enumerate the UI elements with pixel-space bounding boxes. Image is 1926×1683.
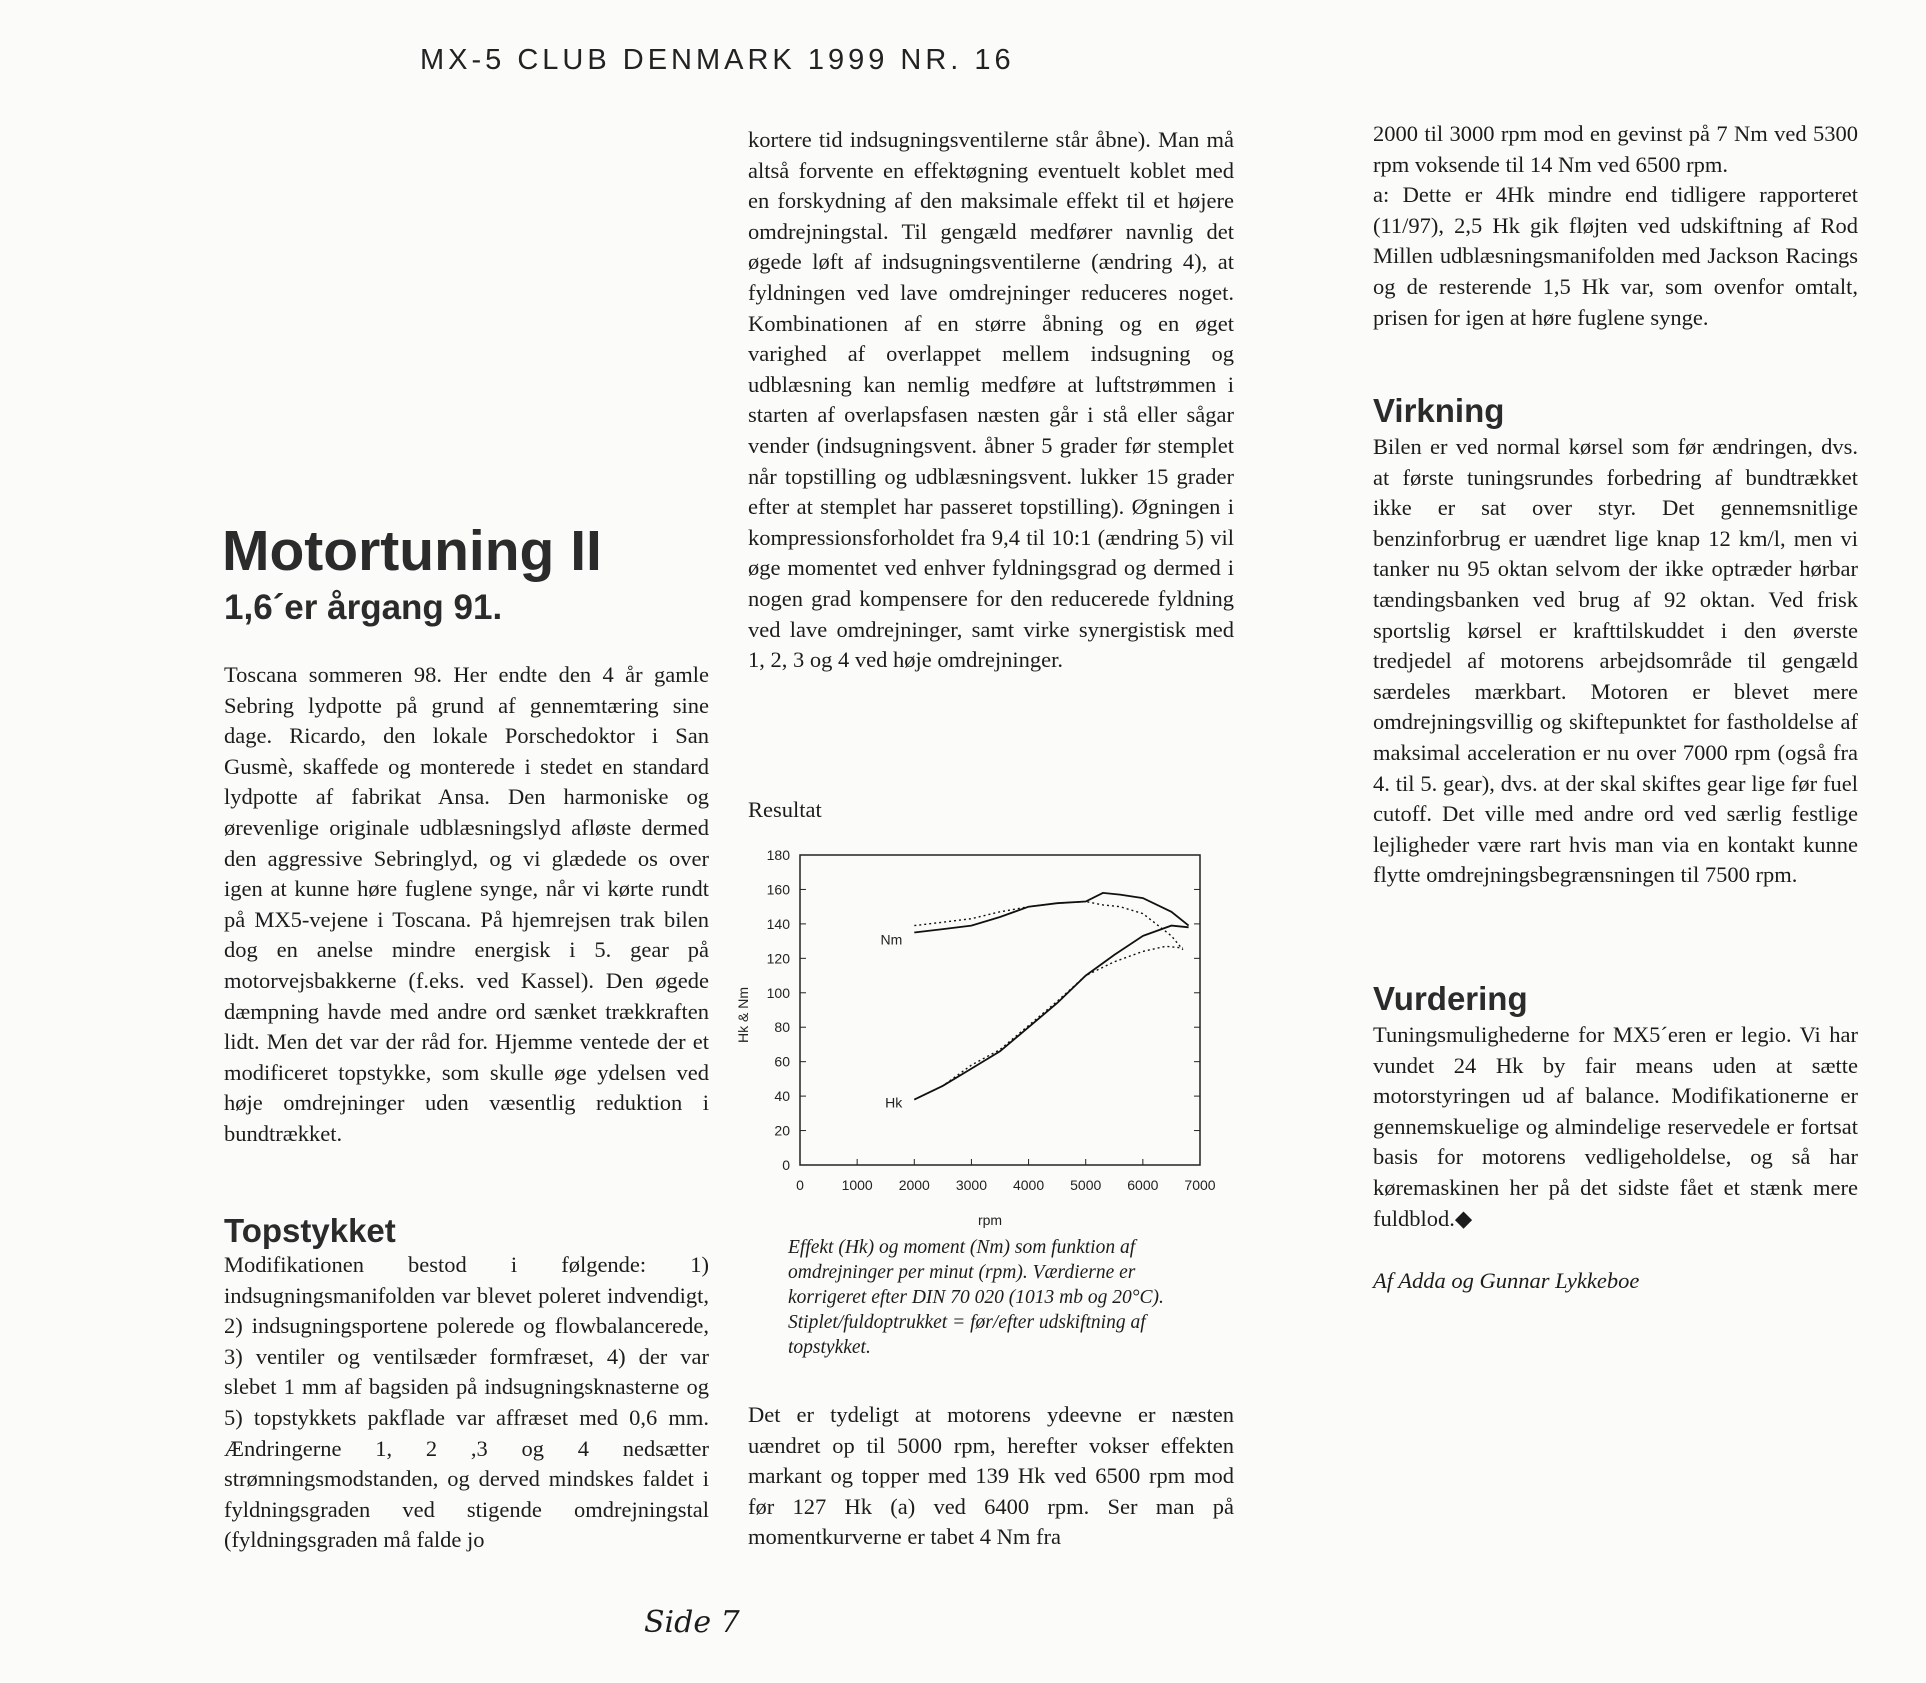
series-line-nm bbox=[914, 893, 1188, 933]
section-text-virkning bbox=[1373, 432, 1858, 891]
section-heading-virkning: Virkning bbox=[1373, 392, 1505, 429]
section-text-topstykket bbox=[224, 1250, 709, 1556]
result-label: Resultat bbox=[748, 797, 822, 822]
plot-frame bbox=[800, 855, 1200, 1165]
column-3-text bbox=[1373, 119, 1858, 333]
x-tick-label: 7000 bbox=[1184, 1177, 1216, 1193]
x-tick-label: 2000 bbox=[898, 1177, 930, 1193]
topstykket-paragraph: Modifikationen bestod i følgende: 1) indsugningsmanifolden var blevet poleret indvendigt, 2) indsugningsportene polerede og flowbalancerede, 3) ventiler og ventilsæder formfræset, 4) der var slebet 1 mm af bagsiden på indsugningsknasterne og 5) topstykkets pakflade var affræset med 0,6 mm. Ændringerne 1, 2 ,3 og 4 nedsætter strømningsmodstanden, og derved mindskes faldet i fyldningsgraden ved stigende omdrejningstal (fyldningsgraden må falde jo bbox=[224, 1252, 709, 1553]
series-line-hk bbox=[914, 926, 1188, 1100]
series-line-before-1 bbox=[914, 902, 1183, 950]
x-tick-label: 1000 bbox=[841, 1177, 873, 1193]
y-tick-label: 40 bbox=[774, 1088, 790, 1105]
y-tick-label: 100 bbox=[766, 984, 790, 1001]
y-axis-label: Hk & Nm bbox=[735, 987, 751, 1043]
y-tick-label: 180 bbox=[766, 847, 790, 863]
section-heading-topstykket: Topstykket bbox=[224, 1212, 396, 1249]
x-axis-label: rpm bbox=[977, 1212, 1003, 1228]
y-tick-label: 160 bbox=[766, 881, 790, 898]
col3-top-paragraph: 2000 til 3000 rpm mod en gevinst på 7 Nm ved 5300 rpm voksende til 14 Nm ved 6500 rpm. bbox=[1373, 121, 1858, 177]
intro-text bbox=[224, 660, 709, 1150]
x-tick-label: 0 bbox=[796, 1177, 804, 1193]
article-title: Motortuning II bbox=[222, 519, 602, 583]
col2-bottom-paragraph: Det er tydeligt at motorens ydeevne er næsten uændret op til 5000 rpm, herefter vokser effekten markant og topper med 139 Hk ved 6500 rpm mod før 127 Hk (a) ved 6400 rpm. Ser man på momentkurverne er tabet 4 Nm fra bbox=[748, 1402, 1234, 1550]
footnote-a: a: Dette er 4Hk mindre end tidligere rapporteret (11/97), 2,5 Hk gik fløjten ved udskiftning af Rod Millen udblæsningsmanifolden med Jackson Racings og de resterende 1,5 Hk var, som ovenfor omtalt, prisen for igen at høre fuglene synge. bbox=[1373, 182, 1858, 330]
x-tick-label: 3000 bbox=[955, 1177, 988, 1193]
virkning-paragraph: Bilen er ved normal kørsel som før ændringen, dvs. at første tuningsrundes forbedring af bundtrækket ikke er sat over styr. Det gennemsnitlige benzinforbrug er uændret lige knap 12 km/l, men vi tanker nu 95 oktan selvom der ikke optræder hørbar tændingsbanken ved brug af 92 oktan. Ved frisk sportslig kørsel er krafttilskuddet i den øverste tredjedel af motorens arbejdsområde til gengæld særdeles mærkbart. Motoren er blevet mere omdrejningsvillig og skiftepunktet for fastholdelse af maksimal acceleration er nu over 7000 rpm (også fra 4. til 5. gear), dvs. at der skal skiftes gear lige før fuel cutoff. Det ville med andre ord ved særlig festlige lejligheder være rart hvis man via en kontakt kunne flytte omdrejningsbegrænsningen til 7500 rpm. bbox=[1373, 434, 1858, 888]
series-label-hk: Hk bbox=[885, 1094, 903, 1111]
page-header: MX-5 CLUB DENMARK 1999 NR. 16 bbox=[420, 44, 1015, 76]
performance-chart bbox=[730, 840, 1216, 1240]
x-tick-label: 4000 bbox=[1012, 1177, 1045, 1193]
y-tick-label: 80 bbox=[774, 1019, 790, 1036]
section-text-vurdering bbox=[1373, 1020, 1858, 1234]
series-line-before-3 bbox=[914, 946, 1183, 1099]
section-heading-vurdering: Vurdering bbox=[1373, 980, 1528, 1017]
byline: Af Adda og Gunnar Lykkeboe bbox=[1373, 1268, 1640, 1293]
column-2-bottom-text bbox=[748, 1400, 1234, 1553]
x-tick-label: 5000 bbox=[1070, 1177, 1102, 1193]
series-label-nm: Nm bbox=[880, 931, 903, 948]
vurdering-paragraph: Tuningsmulighederne for MX5´eren er legio. Vi har vundet 24 Hk by fair means uden at sætte motorstyringen ud af balance. Modifikationerne er gennemskuelige og almindelige reservedele er fortsat basis for motorens vedligeholdelse, og så har køremaskinen her på det sidste fået et stænk mere fuldblod.◆ bbox=[1373, 1022, 1858, 1231]
y-tick-label: 120 bbox=[766, 950, 790, 967]
chart-axes bbox=[735, 847, 1216, 1228]
chart-series bbox=[881, 893, 1189, 1111]
y-tick-label: 60 bbox=[774, 1053, 790, 1070]
y-tick-label: 140 bbox=[766, 915, 790, 932]
column-2-text bbox=[748, 125, 1234, 676]
y-tick-label: 20 bbox=[774, 1122, 790, 1139]
x-tick-label: 6000 bbox=[1127, 1177, 1159, 1193]
page-number: Side 7 bbox=[644, 1605, 740, 1640]
chart-caption: Effekt (Hk) og moment (Nm) som funktion af omdrejninger per minut (rpm). Værdierne er korrigeret efter DIN 70 020 (1013 mb og 20°C). Stiplet/fuldoptrukket = før/efter udskiftning af topstykket. bbox=[788, 1237, 1164, 1358]
y-tick-label: 0 bbox=[782, 1157, 790, 1173]
intro-paragraph: Toscana sommeren 98. Her endte den 4 år gamle Sebring lydpotte på grund af gennemtæring sine dage. Ricardo, den lokale Porschedoktor i San Gusmè, skaffede og monterede i stedet en standard lydpotte af fabrikat Ansa. Den harmoniske og ørevenlige originale udblæsningslyd afløste dermed den aggressive Sebringlyd, og vi glædede os over igen at kunne høre fuglene synge, når vi kørte rundt på MX5-vejene i Toscana. På hjemrejsen trak bilen dog en anelse mindre energisk i 5. gear på motorvejsbakkerne (f.eks. ved Kassel). Den øgede dæmpning havde med andre ord sænket trækkraften lidt. Men det var der råd for. Hjemme ventede der et modificeret topstykke, som skulle øge ydelsen ved høje omdrejninger uden væsentlig reduktion i bundtrækket. bbox=[224, 662, 709, 1146]
article-subtitle: 1,6´er årgang 91. bbox=[224, 588, 503, 627]
col2-paragraph: kortere tid indsugningsventilerne står åbne). Man må altså forvente en effektøgning eventuelt koblet med en forskydning af den maksimale effekt til et højere omdrejningstal. Til gengæld medfører navnlig det øgede løft af indsugningsventilerne (ændring 4), at fyldningen ved lave omdrejninger reduceres noget. Kombinationen af en større åbning og en øget varighed af overlappet mellem indsugning og udblæsning kan nemlig medføre at luftstrømmen i starten af overlapsfasen næsten går i stå eller sågar vender (indsugningsvent. åbner 5 grader før stemplet når topstilling og udblæsningsvent. lukker 15 grader efter at stemplet har passeret topstilling). Øgningen i kompressionsforholdet fra 9,4 til 10:1 (ændring 5) vil øge momentet ved enhver fyldningsgrad og dermed i nogen grad kompensere for den reducerede fyldning ved lave omdrejninger, samt virke synergistisk med 1, 2, 3 og 4 ved høje omdrejninger. bbox=[748, 127, 1234, 673]
